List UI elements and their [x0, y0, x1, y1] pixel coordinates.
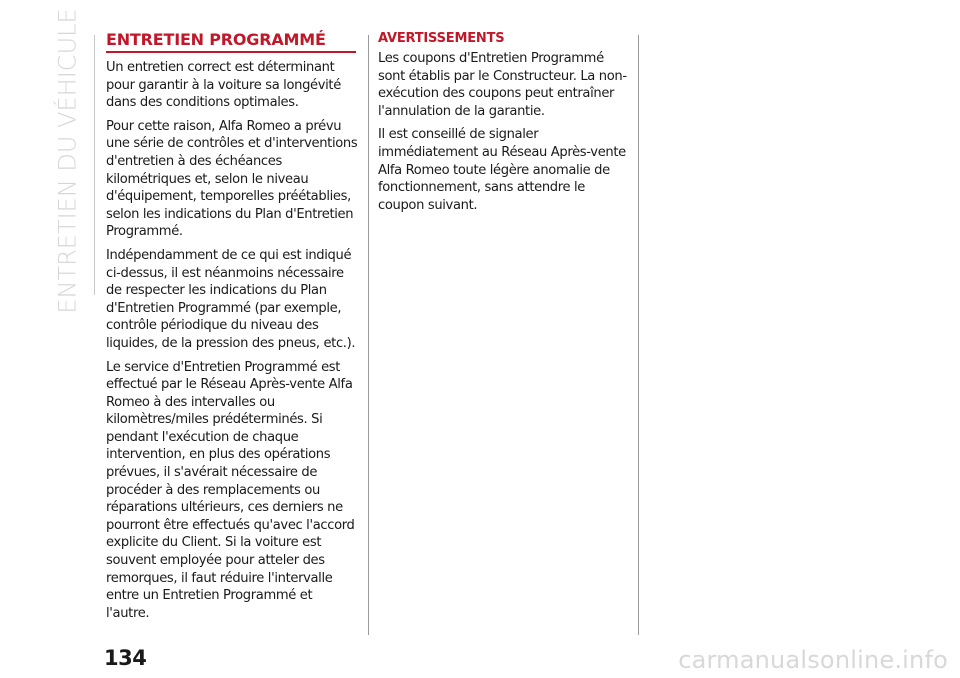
- left-column: [106, 30, 358, 628]
- watermark: carmanualsonline.info: [678, 646, 948, 674]
- body-paragraph: Pour cette raison, Alfa Romeo a prévu une série de contrôles et d'interventions d'entretien à des échéances kilométriques et, selon le niveau d'équipement, temporelles préétablies, selon les indications du Plan d'Entretien Programmé.: [106, 118, 358, 240]
- warning-paragraph: Il est conseillé de signaler immédiatement au Réseau Après-vente Alfa Romeo toute légère anomalie de fonctionnement, sans attendre le coupon suivant.: [378, 127, 626, 213]
- page-number: 134: [104, 646, 147, 670]
- body-paragraph: Un entretien correct est déterminant pour garantir à la voiture sa longévité dans des conditions optimales.: [106, 60, 341, 111]
- sidebar-divider: [94, 35, 95, 295]
- column-divider: [368, 35, 369, 635]
- warning-paragraph: Les coupons d'Entretien Programmé sont établis par le Constructeur. La non-exécution des coupons peut entraîner l'annulation de la garantie.: [378, 51, 627, 119]
- section-heading: ENTRETIEN PROGRAMMÉ: [106, 30, 356, 53]
- warnings-heading: AVERTISSEMENTS: [378, 31, 505, 46]
- sidebar-section-title: [48, 8, 88, 314]
- sidebar-section-title-text: ENTRETIEN DU VÉHICULE: [54, 8, 82, 314]
- right-column: [378, 30, 634, 220]
- column-divider: [638, 35, 639, 635]
- body-paragraph: Indépendamment de ce qui est indiqué ci-dessus, il est néanmoins nécessaire de respecter les indications du Plan d'Entretien Programmé (par exemple, contrôle périodique du niveau des liquides, de la pression des pneus, etc.).: [106, 247, 356, 351]
- body-paragraph: Le service d'Entretien Programmé est effectué par le Réseau Après-vente Alfa Romeo à des intervalles ou kilomètres/miles prédéterminés. Si pendant l'exécution de chaque intervention, en plus des opérations prévues, il s'avérait nécessaire de procéder à des remplacements ou réparations ultérieurs, ces derniers ne pourront être effectués qu'avec l'accord explicite du Client. Si la voiture est souvent employée pour atteler des remorques, il faut réduire l'intervalle entre un Entretien Programmé et l'autre.: [106, 359, 355, 621]
